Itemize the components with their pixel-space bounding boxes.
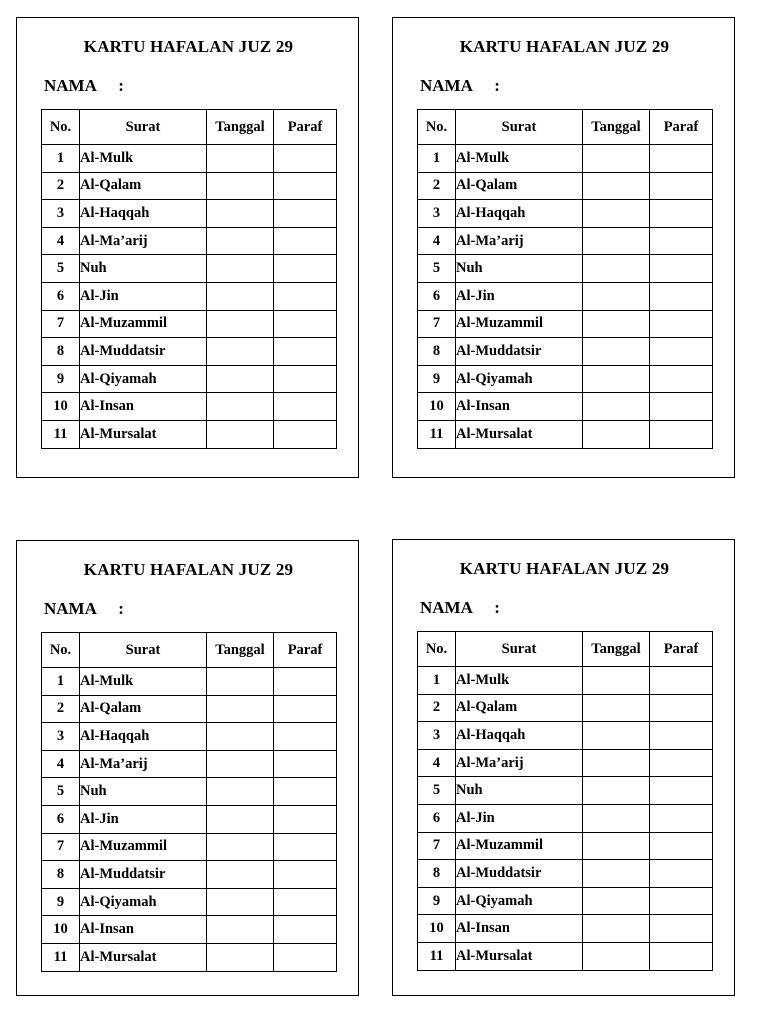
memorization-card: [392, 17, 735, 478]
signature-cell[interactable]: [274, 668, 337, 696]
table-row: [418, 832, 713, 860]
row-number: 3: [42, 200, 80, 228]
row-number: 3: [418, 200, 456, 228]
table-row: [418, 694, 713, 722]
table-row: [42, 668, 337, 696]
date-cell[interactable]: [583, 172, 650, 200]
table-row: [418, 145, 713, 173]
header-paraf: Paraf: [274, 110, 337, 145]
signature-cell[interactable]: [650, 393, 713, 421]
table-row: [418, 777, 713, 805]
row-number: 6: [418, 282, 456, 310]
table-row: [418, 915, 713, 943]
date-cell[interactable]: [583, 887, 650, 915]
table-row: [42, 255, 337, 283]
surah-name: Al-Qiyamah: [80, 888, 207, 916]
table-row: [418, 887, 713, 915]
surah-name: Al-Qalam: [80, 695, 207, 723]
date-cell[interactable]: [207, 200, 274, 228]
date-cell[interactable]: [207, 778, 274, 806]
memorization-card: [16, 17, 359, 478]
row-number: 3: [418, 722, 456, 750]
table-body: [42, 145, 337, 449]
date-cell[interactable]: [207, 172, 274, 200]
signature-cell[interactable]: [274, 750, 337, 778]
header-tanggal: Tanggal: [583, 632, 650, 667]
table-row: [42, 943, 337, 971]
header-paraf: Paraf: [274, 633, 337, 668]
header-no: No.: [418, 632, 456, 667]
signature-cell[interactable]: [274, 172, 337, 200]
signature-cell[interactable]: [274, 255, 337, 283]
row-number: 2: [418, 172, 456, 200]
table-row: [42, 833, 337, 861]
signature-cell[interactable]: [650, 942, 713, 970]
surah-name: Al-Ma’arij: [456, 749, 583, 777]
table-row: [418, 393, 713, 421]
header-no: No.: [418, 110, 456, 145]
surah-name: Al-Haqqah: [80, 200, 207, 228]
date-cell[interactable]: [583, 832, 650, 860]
table-body: [42, 668, 337, 972]
signature-cell[interactable]: [650, 420, 713, 448]
surah-name: Al-Muddatsir: [456, 860, 583, 888]
row-number: 10: [418, 915, 456, 943]
row-number: 4: [418, 227, 456, 255]
table-row: [418, 420, 713, 448]
table-row: [418, 255, 713, 283]
table-row: [42, 365, 337, 393]
date-cell[interactable]: [207, 861, 274, 889]
surah-name: Nuh: [456, 255, 583, 283]
row-number: 7: [42, 310, 80, 338]
surah-name: Al-Mulk: [80, 668, 207, 696]
table-row: [42, 227, 337, 255]
surah-name: Al-Muddatsir: [80, 338, 207, 366]
signature-cell[interactable]: [274, 943, 337, 971]
signature-cell[interactable]: [274, 200, 337, 228]
row-number: 8: [418, 860, 456, 888]
date-cell[interactable]: [583, 420, 650, 448]
date-cell[interactable]: [583, 227, 650, 255]
header-tanggal: Tanggal: [207, 633, 274, 668]
header-tanggal: Tanggal: [207, 110, 274, 145]
signature-cell[interactable]: [650, 172, 713, 200]
row-number: 4: [42, 227, 80, 255]
date-cell[interactable]: [207, 695, 274, 723]
date-cell[interactable]: [207, 365, 274, 393]
row-number: 9: [418, 365, 456, 393]
memorization-card: [16, 540, 359, 996]
signature-cell[interactable]: [274, 365, 337, 393]
surah-name: Al-Mursalat: [456, 420, 583, 448]
row-number: 3: [42, 723, 80, 751]
table-row: [418, 804, 713, 832]
table-row: [418, 200, 713, 228]
card-title: KARTU HAFALAN JUZ 29: [83, 560, 294, 579]
header-surat: Surat: [80, 633, 207, 668]
memorization-table: [417, 109, 713, 449]
signature-cell[interactable]: [274, 778, 337, 806]
signature-cell[interactable]: [650, 915, 713, 943]
name-label: NAMA: [44, 76, 96, 95]
table-row: [42, 916, 337, 944]
surah-name: Nuh: [80, 255, 207, 283]
date-cell[interactable]: [583, 777, 650, 805]
date-cell[interactable]: [583, 310, 650, 338]
row-number: 5: [42, 255, 80, 283]
row-number: 4: [42, 750, 80, 778]
date-cell[interactable]: [583, 393, 650, 421]
row-number: 1: [42, 668, 80, 696]
date-cell[interactable]: [583, 749, 650, 777]
row-number: 11: [42, 420, 80, 448]
name-row: [44, 599, 124, 619]
date-cell[interactable]: [207, 145, 274, 173]
row-number: 9: [418, 887, 456, 915]
date-cell[interactable]: [583, 282, 650, 310]
signature-cell[interactable]: [650, 255, 713, 283]
signature-cell[interactable]: [650, 777, 713, 805]
table-row: [418, 749, 713, 777]
surah-name: Al-Jin: [80, 805, 207, 833]
date-cell[interactable]: [207, 888, 274, 916]
signature-cell[interactable]: [274, 723, 337, 751]
surah-name: Al-Muzammil: [80, 310, 207, 338]
header-paraf: Paraf: [650, 110, 713, 145]
date-cell[interactable]: [583, 667, 650, 695]
name-row: [420, 598, 500, 618]
table-body: [418, 667, 713, 971]
header-surat: Surat: [456, 632, 583, 667]
table-row: [418, 722, 713, 750]
surah-name: Al-Haqqah: [456, 722, 583, 750]
date-cell[interactable]: [207, 723, 274, 751]
surah-name: Al-Mursalat: [80, 943, 207, 971]
card-title: KARTU HAFALAN JUZ 29: [459, 559, 670, 578]
surah-name: Al-Qiyamah: [456, 887, 583, 915]
signature-cell[interactable]: [650, 227, 713, 255]
surah-name: Al-Haqqah: [80, 723, 207, 751]
surah-name: Al-Muzammil: [456, 832, 583, 860]
signature-cell[interactable]: [274, 888, 337, 916]
row-number: 7: [418, 310, 456, 338]
surah-name: Al-Qalam: [456, 694, 583, 722]
row-number: 11: [418, 420, 456, 448]
row-number: 7: [42, 833, 80, 861]
signature-cell[interactable]: [650, 145, 713, 173]
table-row: [42, 393, 337, 421]
header-no: No.: [42, 110, 80, 145]
card-title: KARTU HAFALAN JUZ 29: [83, 37, 294, 56]
row-number: 6: [42, 282, 80, 310]
signature-cell[interactable]: [274, 310, 337, 338]
memorization-card: [392, 539, 735, 996]
signature-cell[interactable]: [650, 832, 713, 860]
surah-name: Al-Muddatsir: [456, 338, 583, 366]
date-cell[interactable]: [583, 255, 650, 283]
row-number: 10: [42, 393, 80, 421]
date-cell[interactable]: [583, 942, 650, 970]
row-number: 2: [42, 695, 80, 723]
row-number: 6: [418, 804, 456, 832]
surah-name: Al-Insan: [456, 393, 583, 421]
surah-name: Al-Qalam: [456, 172, 583, 200]
row-number: 7: [418, 832, 456, 860]
date-cell[interactable]: [207, 805, 274, 833]
table-row: [418, 942, 713, 970]
date-cell[interactable]: [583, 338, 650, 366]
date-cell[interactable]: [207, 943, 274, 971]
signature-cell[interactable]: [274, 282, 337, 310]
table-row: [42, 695, 337, 723]
date-cell[interactable]: [583, 804, 650, 832]
surah-name: Al-Mursalat: [456, 942, 583, 970]
table-header-row: [418, 110, 713, 145]
surah-name: Al-Jin: [80, 282, 207, 310]
table-row: [42, 145, 337, 173]
surah-name: Al-Ma’arij: [456, 227, 583, 255]
date-cell[interactable]: [207, 668, 274, 696]
date-cell[interactable]: [207, 393, 274, 421]
signature-cell[interactable]: [274, 861, 337, 889]
surah-name: Al-Qiyamah: [456, 365, 583, 393]
date-cell[interactable]: [583, 860, 650, 888]
row-number: 11: [42, 943, 80, 971]
table-row: [418, 338, 713, 366]
surah-name: Al-Mursalat: [80, 420, 207, 448]
table-row: [42, 338, 337, 366]
surah-name: Al-Mulk: [80, 145, 207, 173]
surah-name: Al-Ma’arij: [80, 227, 207, 255]
signature-cell[interactable]: [650, 694, 713, 722]
date-cell[interactable]: [207, 338, 274, 366]
signature-cell[interactable]: [274, 227, 337, 255]
signature-cell[interactable]: [650, 887, 713, 915]
date-cell[interactable]: [583, 694, 650, 722]
row-number: 8: [42, 338, 80, 366]
table-row: [42, 420, 337, 448]
row-number: 9: [42, 365, 80, 393]
header-surat: Surat: [456, 110, 583, 145]
table-row: [42, 861, 337, 889]
table-row: [42, 750, 337, 778]
name-colon: :: [494, 76, 500, 95]
signature-cell[interactable]: [274, 695, 337, 723]
table-row: [418, 172, 713, 200]
signature-cell[interactable]: [650, 860, 713, 888]
date-cell[interactable]: [207, 310, 274, 338]
table-row: [42, 310, 337, 338]
surah-name: Al-Jin: [456, 804, 583, 832]
date-cell[interactable]: [207, 916, 274, 944]
signature-cell[interactable]: [650, 338, 713, 366]
date-cell[interactable]: [207, 255, 274, 283]
table-body: [418, 145, 713, 449]
row-number: 8: [42, 861, 80, 889]
header-tanggal: Tanggal: [583, 110, 650, 145]
surah-name: Al-Insan: [80, 393, 207, 421]
table-row: [418, 860, 713, 888]
signature-cell[interactable]: [274, 833, 337, 861]
name-colon: :: [494, 598, 500, 617]
surah-name: Al-Insan: [456, 915, 583, 943]
date-cell[interactable]: [583, 365, 650, 393]
date-cell[interactable]: [583, 722, 650, 750]
signature-cell[interactable]: [274, 805, 337, 833]
header-no: No.: [42, 633, 80, 668]
table-header-row: [42, 110, 337, 145]
row-number: 5: [42, 778, 80, 806]
table-row: [418, 310, 713, 338]
surah-name: Al-Muddatsir: [80, 861, 207, 889]
date-cell[interactable]: [207, 833, 274, 861]
signature-cell[interactable]: [274, 393, 337, 421]
surah-name: Al-Mulk: [456, 667, 583, 695]
memorization-table: [417, 631, 713, 971]
signature-cell[interactable]: [650, 365, 713, 393]
card-title: KARTU HAFALAN JUZ 29: [459, 37, 670, 56]
signature-cell[interactable]: [274, 916, 337, 944]
surah-name: Al-Insan: [80, 916, 207, 944]
header-paraf: Paraf: [650, 632, 713, 667]
table-row: [42, 805, 337, 833]
name-colon: :: [118, 76, 124, 95]
table-header-row: [418, 632, 713, 667]
memorization-table: [41, 109, 337, 449]
row-number: 2: [418, 694, 456, 722]
name-label: NAMA: [420, 76, 472, 95]
name-label: NAMA: [420, 598, 472, 617]
signature-cell[interactable]: [650, 282, 713, 310]
date-cell[interactable]: [207, 750, 274, 778]
table-row: [418, 282, 713, 310]
surah-name: Al-Muzammil: [456, 310, 583, 338]
table-row: [418, 365, 713, 393]
row-number: 5: [418, 777, 456, 805]
date-cell[interactable]: [207, 227, 274, 255]
table-row: [418, 227, 713, 255]
table-row: [418, 667, 713, 695]
name-row: [44, 76, 124, 96]
row-number: 9: [42, 888, 80, 916]
row-number: 1: [42, 145, 80, 173]
row-number: 8: [418, 338, 456, 366]
row-number: 4: [418, 749, 456, 777]
surah-name: Al-Qiyamah: [80, 365, 207, 393]
name-colon: :: [118, 599, 124, 618]
row-number: 10: [418, 393, 456, 421]
memorization-table: [41, 632, 337, 972]
header-surat: Surat: [80, 110, 207, 145]
row-number: 6: [42, 805, 80, 833]
surah-name: Al-Haqqah: [456, 200, 583, 228]
table-row: [42, 200, 337, 228]
date-cell[interactable]: [207, 420, 274, 448]
signature-cell[interactable]: [274, 338, 337, 366]
surah-name: Nuh: [80, 778, 207, 806]
surah-name: Al-Muzammil: [80, 833, 207, 861]
date-cell[interactable]: [583, 200, 650, 228]
row-number: 11: [418, 942, 456, 970]
row-number: 2: [42, 172, 80, 200]
surah-name: Al-Mulk: [456, 145, 583, 173]
date-cell[interactable]: [583, 145, 650, 173]
table-row: [42, 723, 337, 751]
date-cell[interactable]: [207, 282, 274, 310]
surah-name: Al-Ma’arij: [80, 750, 207, 778]
row-number: 1: [418, 667, 456, 695]
signature-cell[interactable]: [650, 722, 713, 750]
signature-cell[interactable]: [650, 749, 713, 777]
surah-name: Al-Jin: [456, 282, 583, 310]
table-header-row: [42, 633, 337, 668]
surah-name: Nuh: [456, 777, 583, 805]
row-number: 5: [418, 255, 456, 283]
signature-cell[interactable]: [650, 310, 713, 338]
table-row: [42, 172, 337, 200]
row-number: 10: [42, 916, 80, 944]
signature-cell[interactable]: [650, 667, 713, 695]
table-row: [42, 778, 337, 806]
signature-cell[interactable]: [650, 200, 713, 228]
table-row: [42, 282, 337, 310]
name-row: [420, 76, 500, 96]
signature-cell[interactable]: [274, 420, 337, 448]
surah-name: Al-Qalam: [80, 172, 207, 200]
table-row: [42, 888, 337, 916]
signature-cell[interactable]: [650, 804, 713, 832]
signature-cell[interactable]: [274, 145, 337, 173]
date-cell[interactable]: [583, 915, 650, 943]
name-label: NAMA: [44, 599, 96, 618]
row-number: 1: [418, 145, 456, 173]
